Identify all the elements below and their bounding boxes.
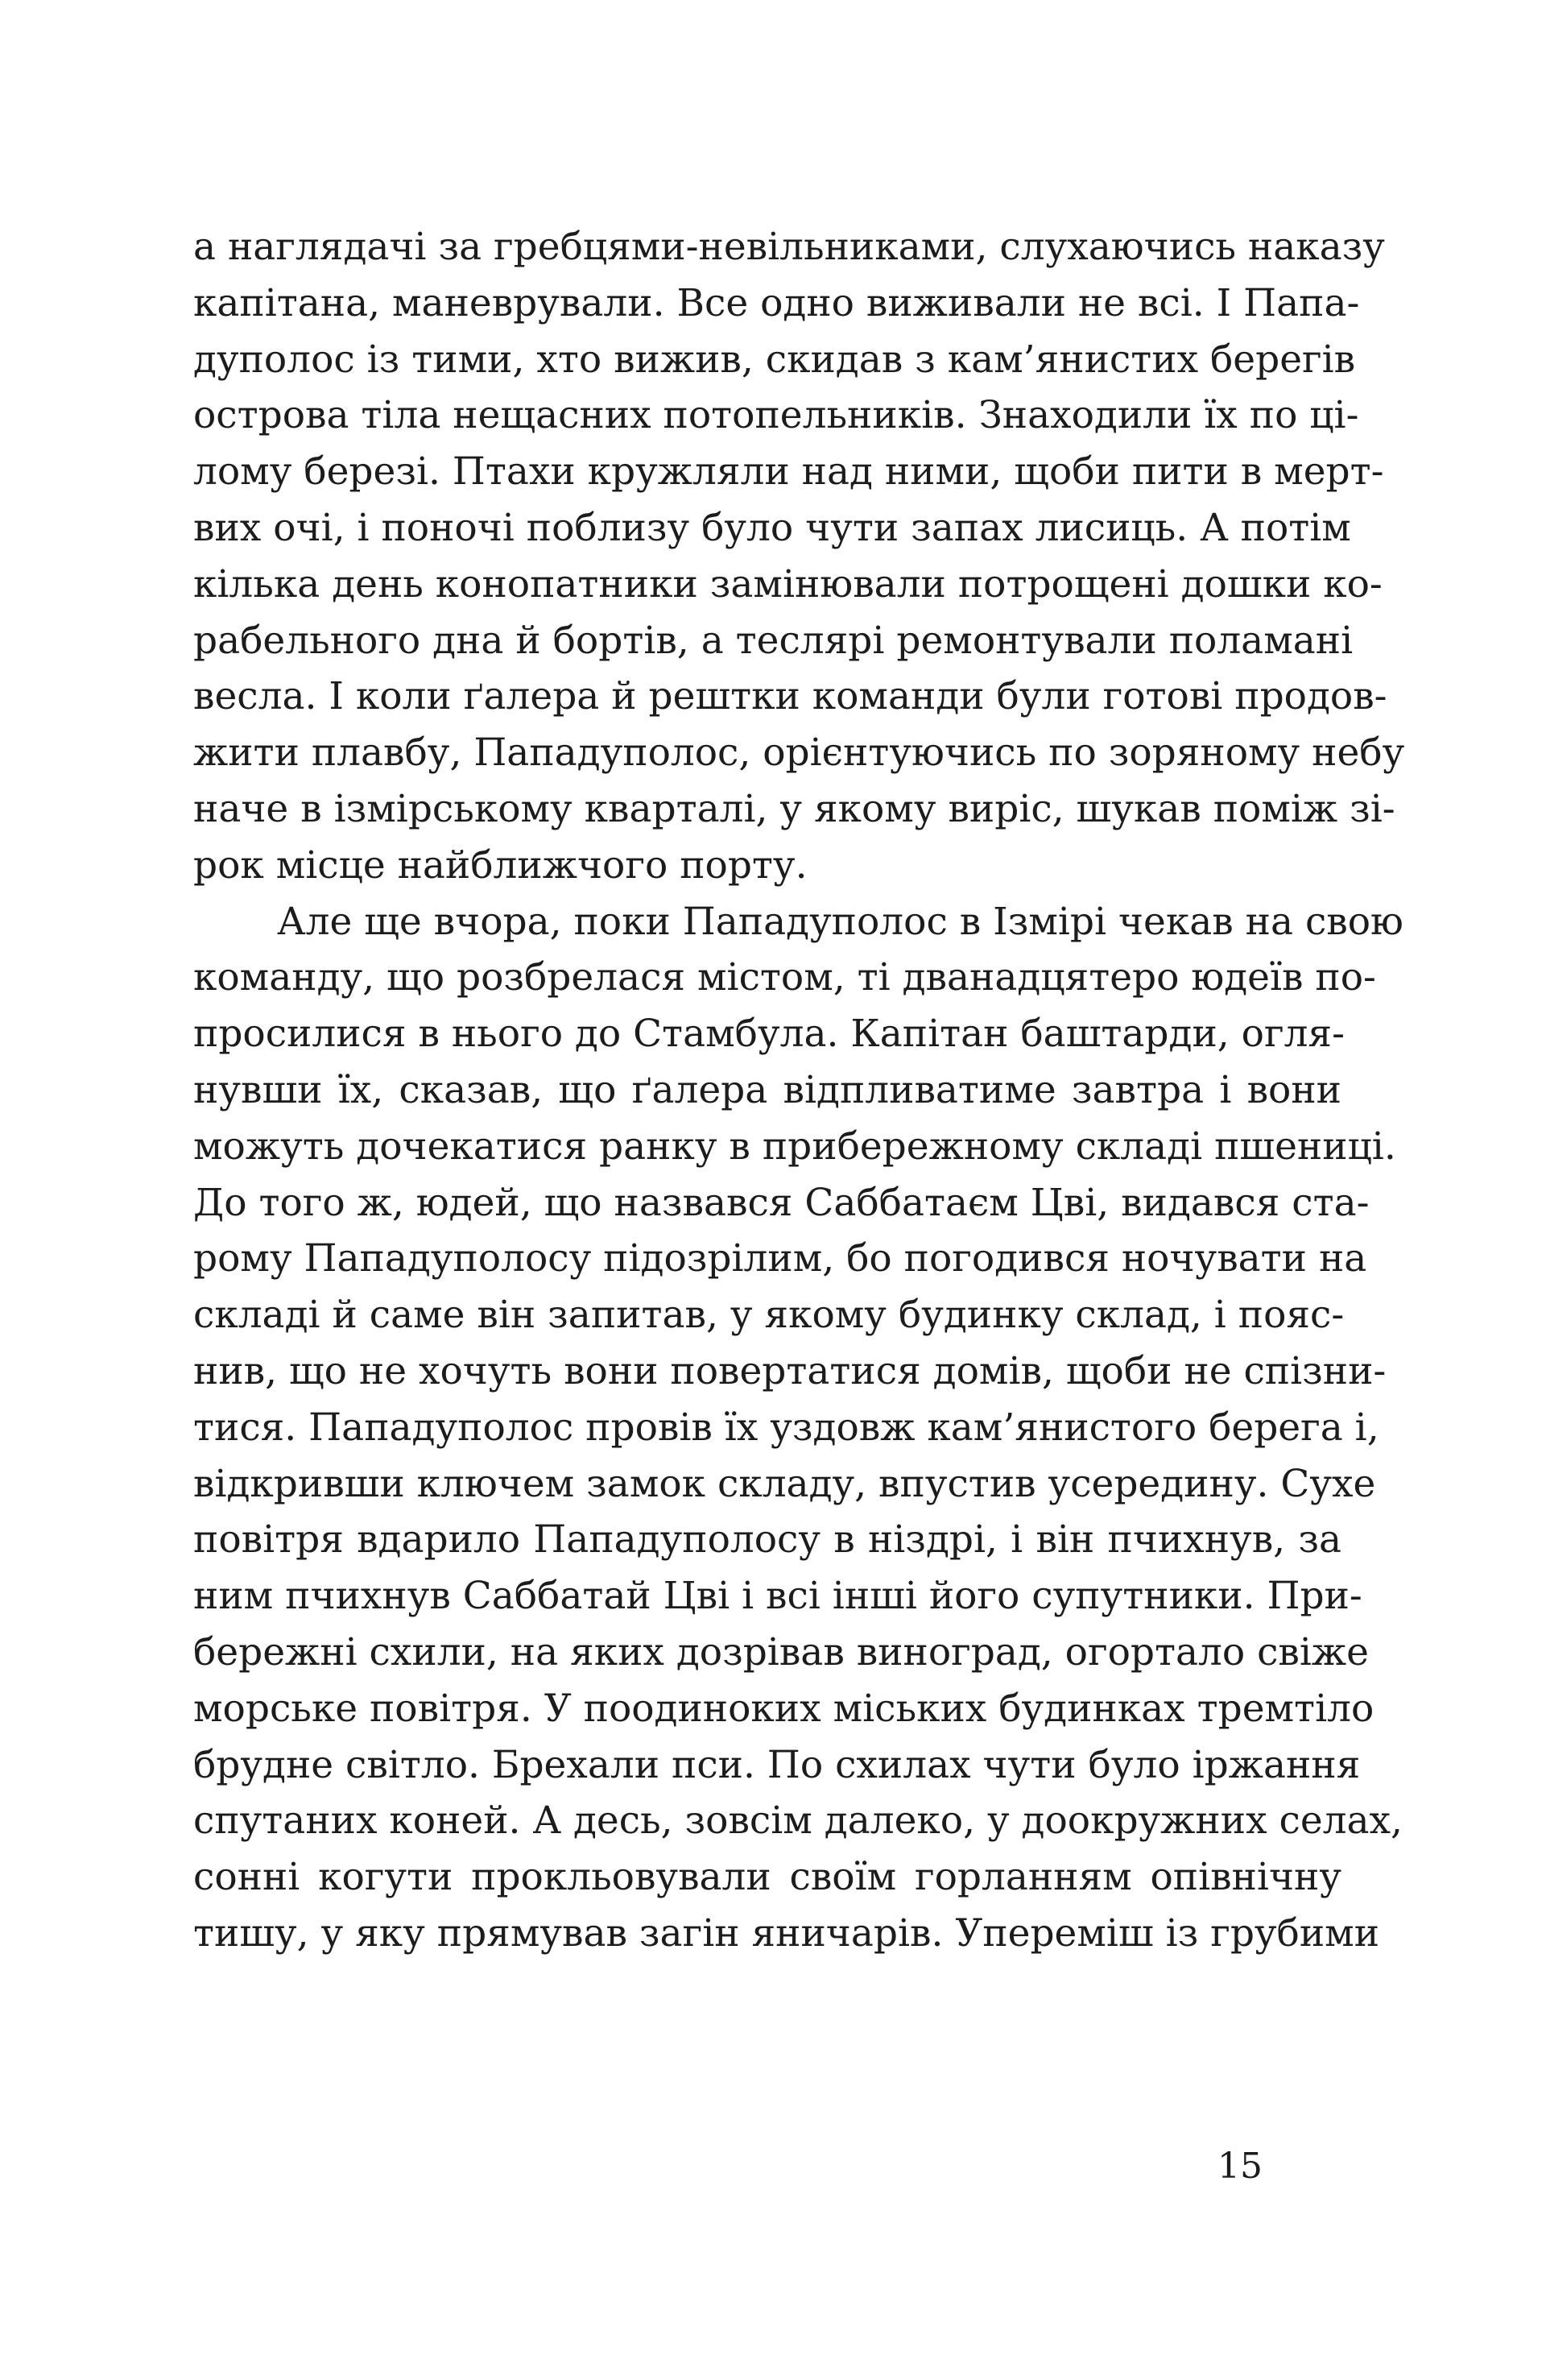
text-line: вих очі, і поночі поблизу було чути запах лисиць. А потім bbox=[193, 505, 1351, 550]
page-number: 15 bbox=[1217, 2146, 1263, 2187]
text-line: рабельного дна й бортів, а теслярі ремонтували поламані bbox=[193, 618, 1354, 663]
paragraph-1 bbox=[193, 219, 1405, 894]
text-line: капітана, маневрували. Все одно виживали не всі. І Папа- bbox=[193, 280, 1360, 325]
text-line: повітря вдарило Пападуполосу в ніздрі, і він пчихнув, за bbox=[193, 1517, 1341, 1563]
text-line: а наглядачі за гребцями-невільниками, слухаючись наказу bbox=[193, 225, 1385, 269]
text-line: дуполос із тими, хто вижив, скидав з кам’янистих берегів bbox=[193, 337, 1356, 382]
text-line: відкривши ключем замок складу, впустив усередину. Сухе bbox=[193, 1461, 1376, 1506]
text-line: складі й саме він запитав, у якому будинку склад, і пояс- bbox=[193, 1293, 1345, 1338]
text-line: лому березі. Птахи кружляли над ними, щоби пити в мерт- bbox=[193, 449, 1384, 495]
text-line: команду, що розбрелася містом, ті дванадцятеро юдеїв по- bbox=[193, 955, 1376, 1000]
paragraph-2 bbox=[193, 894, 1403, 1962]
text-line: острова тіла нещасних потопельників. Знаходили їх по ці- bbox=[193, 393, 1359, 438]
text-line: нив, що не хочуть вони повертатися домів, щоби не спізни- bbox=[193, 1348, 1387, 1393]
text-line: тишу, у яку прямував загін яничарів. Упереміш із грубими bbox=[193, 1910, 1380, 1956]
text-line: рому Пападуполосу підозрілим, бо погодився ночувати на bbox=[193, 1236, 1367, 1281]
text-line: тися. Пападуполос провів їх уздовж кам’янистого берега і, bbox=[193, 1405, 1379, 1450]
text-line: Але ще вчора, поки Пападуполос в Ізмірі чекав на свою bbox=[277, 899, 1403, 944]
text-line: бережні схили, на яких дозрівав виноград, огортало свіже bbox=[193, 1629, 1369, 1674]
text-line: жити плавбу, Пападуполос, орієнтуючись по зоряному небу bbox=[193, 731, 1405, 776]
text-line: спутаних коней. А десь, зовсім далеко, у доокружних селах, bbox=[193, 1798, 1403, 1844]
text-line: До того ж, юдей, що назвався Саббатаєм Цві, видався ста- bbox=[193, 1180, 1370, 1225]
text-line: рок місце найближчого порту. bbox=[193, 842, 808, 888]
text-line: сонні когути прокльовували своїм горланням опівнічну bbox=[193, 1855, 1341, 1900]
text-line: морське повітря. У поодиноких міських будинках тремтіло bbox=[193, 1686, 1374, 1731]
text-line: нувши їх, сказав, що ґалера відпливатиме завтра і вони bbox=[193, 1067, 1341, 1112]
text-line: просилися в нього до Стамбула. Капітан баштарди, огля- bbox=[193, 1012, 1345, 1057]
text-line: весла. І коли ґалера й рештки команди були готові продов- bbox=[193, 674, 1387, 719]
text-line: можуть дочекатися ранку в прибережному складі пшениці. bbox=[193, 1124, 1396, 1169]
text-line: брудне світло. Брехали пси. По схилах чути було іржання bbox=[193, 1742, 1361, 1787]
text-line: кілька день конопатники замінювали потрощені дошки ко- bbox=[193, 561, 1383, 606]
text-line: ним пчихнув Саббатай Цві і всі інші його супутники. При- bbox=[193, 1574, 1362, 1619]
body-text bbox=[193, 219, 1405, 1962]
text-line: наче в ізмірському кварталі, у якому виріс, шукав поміж зі- bbox=[193, 786, 1395, 831]
